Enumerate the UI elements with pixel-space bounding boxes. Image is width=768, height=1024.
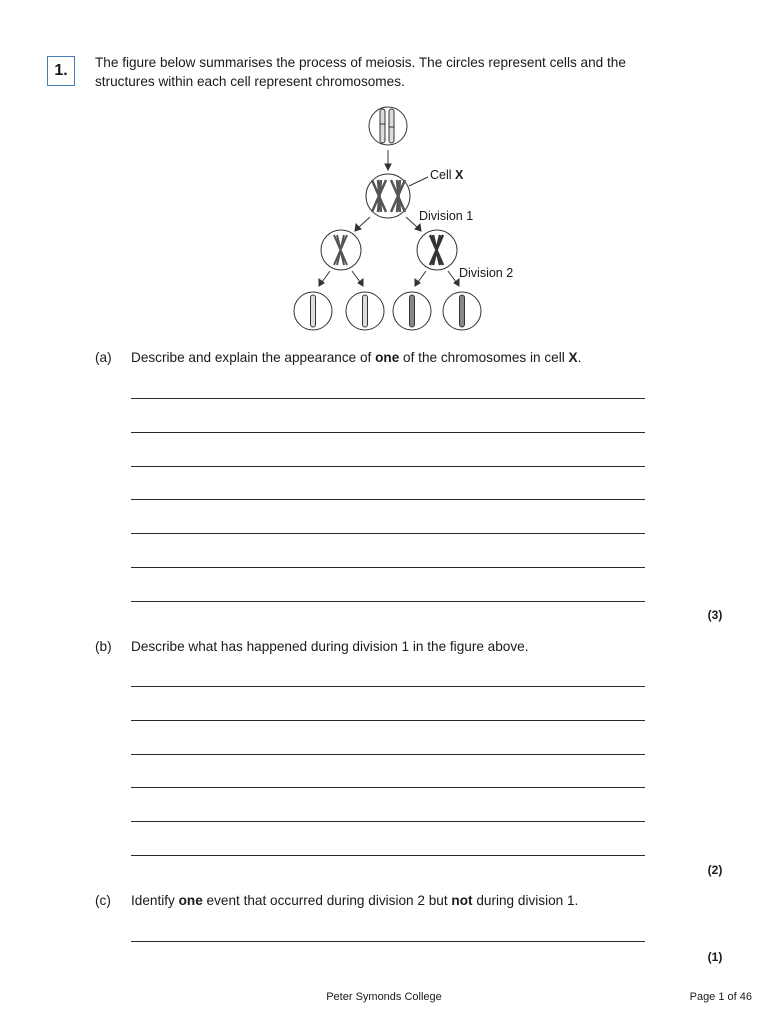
answer-line-c1[interactable] [131,941,645,942]
answer-line-a7[interactable] [131,601,645,602]
question-number: 1. [54,62,68,79]
part-b-prompt: Describe what has happened during division 1 in the figure above. [131,639,529,654]
answer-line-a3[interactable] [131,466,645,467]
answer-line-b4[interactable] [131,787,645,788]
cell-x-label: Cell X [430,168,464,182]
answer-line-a2[interactable] [131,432,645,433]
part-a-letter: (a) [95,350,112,365]
answer-line-b6[interactable] [131,855,645,856]
meiosis-diagram [285,100,525,340]
answer-line-b2[interactable] [131,720,645,721]
division-1-label: Division 1 [419,209,474,223]
part-a-marks: (3) [707,608,723,622]
division-2-label: Division 2 [459,266,514,280]
meiosis-figure [285,100,525,345]
answer-line-a6[interactable] [131,567,645,568]
part-c-prompt: Identify one event that occurred during division 2 but not during division 1. [131,893,579,908]
answer-line-b1[interactable] [131,686,645,687]
part-b-letter: (b) [95,639,112,654]
part-b-marks: (2) [707,863,723,877]
answer-line-a4[interactable] [131,499,645,500]
question-number-box [47,56,75,86]
answer-line-b3[interactable] [131,754,645,755]
answer-line-b5[interactable] [131,821,645,822]
footer-page-number: Page 1 of 46 [689,991,752,1003]
answer-line-a1[interactable] [131,398,645,399]
part-a-prompt: Describe and explain the appearance of one of the chromosomes in cell X. [131,350,582,365]
footer-college: Peter Symonds College [326,991,442,1003]
question-intro: The figure below summarises the process of meiosis. The circles represent cells and the structures within each cell represent chromosomes. [95,55,626,89]
part-c-letter: (c) [95,893,111,908]
parent-cell [369,107,407,145]
parent-chromosomes [380,109,394,143]
cell-x-chromosomes [372,180,405,212]
answer-line-a5[interactable] [131,533,645,534]
part-c-marks: (1) [707,950,723,964]
